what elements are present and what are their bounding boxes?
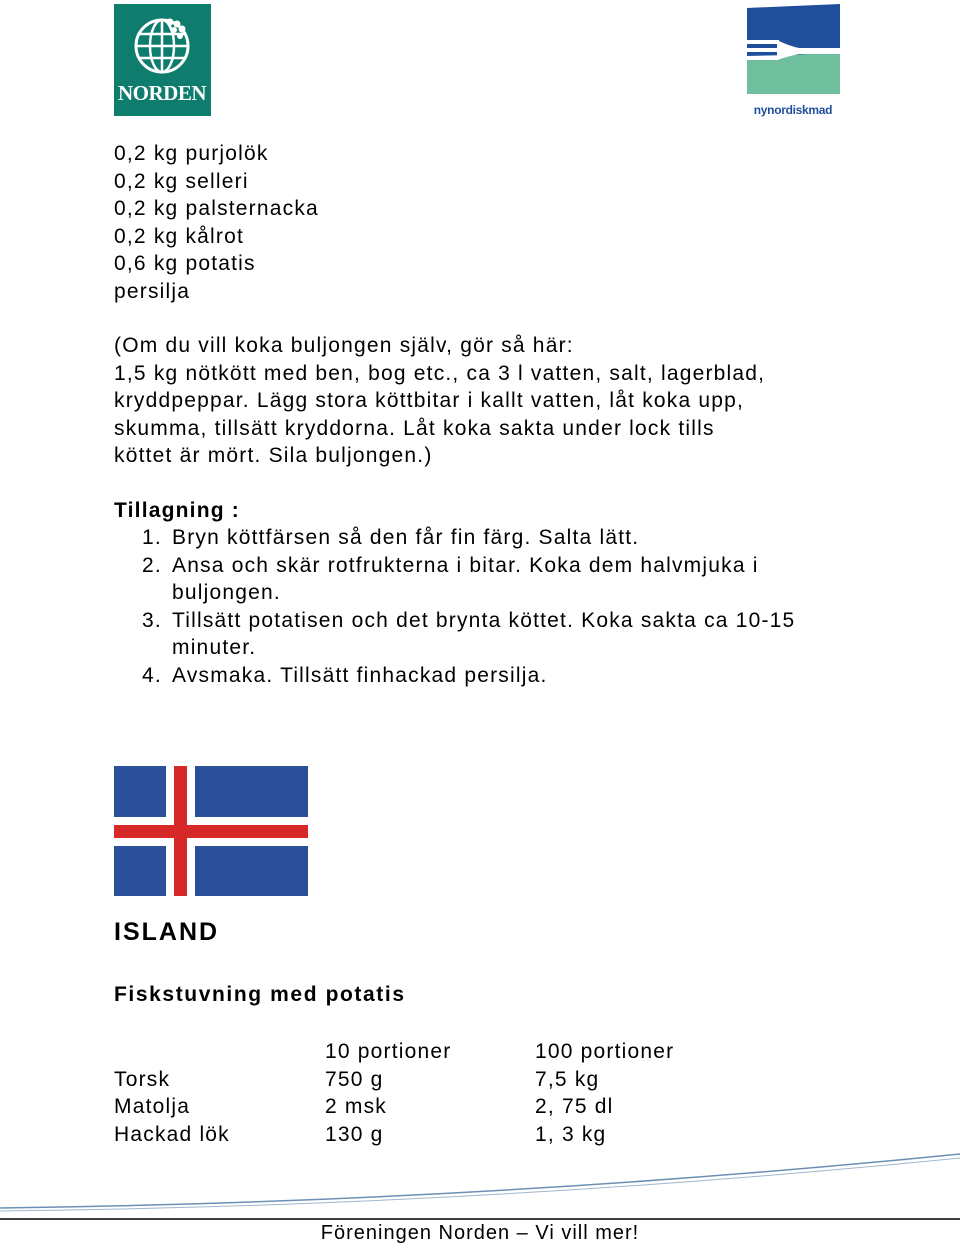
preparation-steps bbox=[114, 524, 854, 689]
ingredient-line: 0,6 kg potatis bbox=[114, 252, 256, 275]
table-cell: 7,5 kg bbox=[535, 1067, 600, 1091]
step-text: Avsmaka. Tillsätt finhackad persilja. bbox=[172, 663, 548, 687]
table-cell: 1, 3 kg bbox=[535, 1122, 607, 1146]
table-cell: 750 g bbox=[325, 1067, 384, 1091]
ingredient-line: 0,2 kg selleri bbox=[114, 169, 249, 193]
step-item bbox=[114, 524, 854, 552]
step-number: 1. bbox=[142, 526, 162, 549]
step-item bbox=[114, 552, 854, 607]
table-cell: 2, 75 dl bbox=[535, 1095, 614, 1118]
svg-text:NORDEN: NORDEN bbox=[117, 81, 207, 105]
ingredient-line: 0,2 kg purjolök bbox=[114, 142, 269, 165]
iceland-flag bbox=[114, 766, 308, 896]
table-header-cell: 10 portioner bbox=[325, 1040, 452, 1063]
ingredient-line: 0,2 kg kålrot bbox=[114, 224, 244, 248]
step-number: 3. bbox=[142, 608, 162, 632]
step-text: Bryn köttfärsen så den får fin färg. Salta lätt. bbox=[172, 526, 640, 549]
step-item bbox=[114, 607, 854, 662]
step-text: Tillsätt potatisen och det brynta köttet. Koka sakta ca 10-15 minuter. bbox=[172, 608, 796, 659]
broth-line: köttet är mört. Sila buljongen.) bbox=[114, 444, 433, 467]
table-cell: 2 msk bbox=[325, 1095, 388, 1118]
table-cell: Matolja bbox=[114, 1095, 191, 1118]
table-cell: Hackad lök bbox=[114, 1122, 230, 1146]
ingredient-line: 0,2 kg palsternacka bbox=[114, 197, 319, 220]
table-cell: Torsk bbox=[114, 1067, 171, 1091]
table-cell: 130 g bbox=[325, 1122, 384, 1146]
recipe-title: Fiskstuvning med potatis bbox=[114, 983, 406, 1006]
preparation-heading: Tillagning : bbox=[114, 499, 241, 522]
norden-logo bbox=[114, 4, 211, 116]
ingredient-list bbox=[114, 140, 319, 305]
broth-line: kryddpeppar. Lägg stora köttbitar i kallt vatten, låt koka upp, bbox=[114, 389, 745, 412]
nynordiskmad-logo bbox=[745, 2, 842, 120]
country-heading: ISLAND bbox=[114, 918, 220, 946]
ingredient-line: persilja bbox=[114, 279, 191, 303]
step-number: 4. bbox=[142, 663, 162, 687]
svg-text:nynordiskmad: nynordiskmad bbox=[753, 103, 833, 117]
broth-instructions bbox=[114, 332, 854, 470]
broth-line: (Om du vill koka buljongen själv, gör så här: bbox=[114, 334, 574, 357]
broth-line: 1,5 kg nötkött med ben, bog etc., ca 3 l vatten, salt, lagerblad, bbox=[114, 361, 766, 385]
table-header-cell: 100 portioner bbox=[535, 1040, 675, 1063]
step-text: Ansa och skär rotfrukterna i bitar. Koka dem halvmjuka i buljongen. bbox=[172, 553, 759, 604]
step-number: 2. bbox=[142, 553, 162, 577]
footer-text: Föreningen Norden – Vi vill mer! bbox=[320, 1222, 640, 1244]
footer-swoosh bbox=[0, 1150, 960, 1220]
broth-line: skumma, tillsätt kryddorna. Låt koka sakta under lock tills bbox=[114, 416, 715, 440]
step-item bbox=[114, 662, 854, 690]
